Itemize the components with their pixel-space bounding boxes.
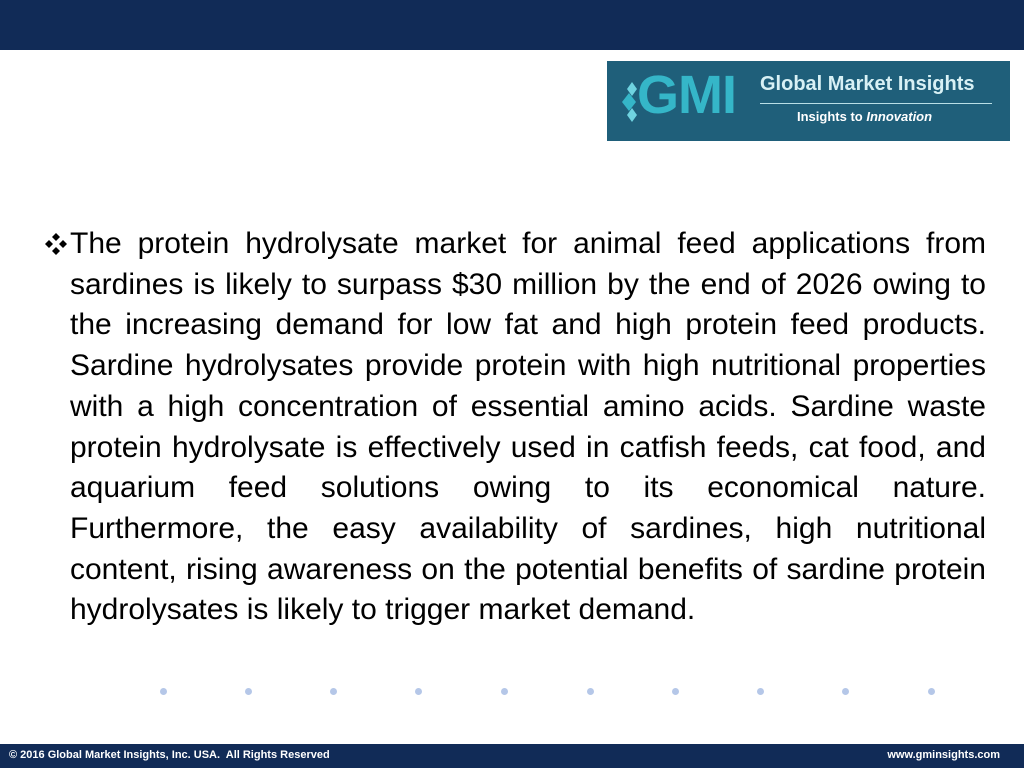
- logo-tagline-emphasis: Innovation: [866, 109, 933, 124]
- logo-tagline-prefix: Insights to: [797, 109, 867, 124]
- main-content: [44, 224, 986, 631]
- footer-bar: [0, 744, 1024, 768]
- gmi-logo: [607, 61, 1010, 141]
- footer-website-link[interactable]: www.gminsights.com: [887, 749, 1000, 761]
- four-diamond-bullet-icon: [44, 232, 68, 256]
- decorative-dot: [330, 688, 337, 695]
- logo-divider: [760, 103, 992, 104]
- decorative-dot: [842, 688, 849, 695]
- logo-letters: GMI: [637, 65, 736, 125]
- decorative-dots: [0, 686, 1024, 698]
- decorative-dot: [672, 688, 679, 695]
- decorative-dot: [587, 688, 594, 695]
- header-bar: [0, 0, 1024, 50]
- decorative-dot: [757, 688, 764, 695]
- decorative-dot: [501, 688, 508, 695]
- decorative-dot: [160, 688, 167, 695]
- logo-tagline: [797, 109, 932, 124]
- decorative-dot: [415, 688, 422, 695]
- logo-company-name: Global Market Insights: [760, 73, 975, 95]
- footer-copyright: © 2016 Global Market Insights, Inc. USA. All Rights Reserved: [9, 749, 330, 761]
- decorative-dot: [928, 688, 935, 695]
- body-paragraph: The protein hydrolysate market for animal feed applications from sardines is likely to surpass $30 million by the end of 2026 owing to the increasing demand for low fat and high protein feed products. Sardine hydrolysates provide protein with high nutritional properties with a high concentration of essential amino acids. Sardine waste protein hydrolysate is effectively used in catfish feeds, cat food, and aquarium feed solutions owing to its economical nature. Furthermore, the easy availability of sardines, high nutritional content, rising awareness on the potential benefits of sardine protein hydrolysates is likely to trigger market demand.: [70, 227, 986, 627]
- decorative-dot: [245, 688, 252, 695]
